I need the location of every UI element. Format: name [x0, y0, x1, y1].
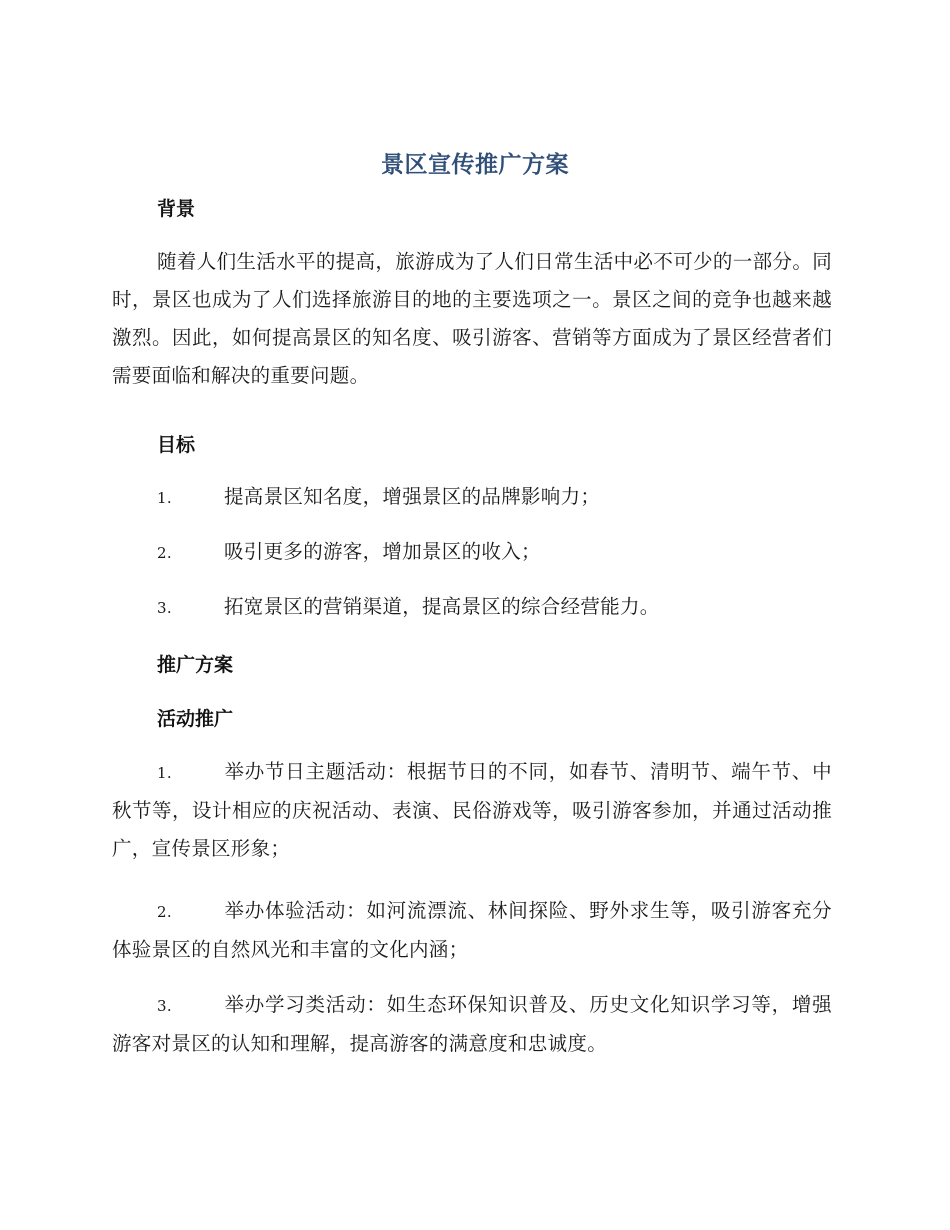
goal-list-item — [112, 533, 832, 572]
list-text: 举办学习类活动：如生态环保知识普及、历史文化知识学习等，增强游客对景区的认知和理解，提高游客的满意度和忠诚度。 — [112, 993, 832, 1055]
list-number: 1. — [157, 489, 172, 507]
document-title: 景区宣传推广方案 — [381, 152, 569, 178]
section-heading-goals: 目标 — [157, 434, 196, 456]
plan-list-item — [112, 753, 832, 868]
section-heading-plan: 推广方案 — [157, 654, 234, 676]
list-number: 2. — [157, 544, 172, 562]
section-heading-background: 背景 — [157, 198, 196, 220]
list-text: 举办节日主题活动：根据节日的不同，如春节、清明节、端午节、中秋节等，设计相应的庆祝活动、表演、民俗游戏等，吸引游客参加，并通过活动推广，宣传景区形象； — [112, 760, 832, 860]
list-number: 2. — [157, 903, 172, 921]
list-text: 举办体验活动：如河流漂流、林间探险、野外求生等，吸引游客充分体验景区的自然风光和丰富的文化内涵； — [112, 899, 832, 961]
list-number: 1. — [157, 764, 172, 782]
plan-list-item — [112, 892, 832, 969]
list-text: 拓宽景区的营销渠道，提高景区的综合经营能力。 — [224, 595, 660, 618]
goal-list-item — [112, 478, 832, 517]
list-text: 提高景区知名度，增强景区的品牌影响力； — [224, 485, 601, 508]
background-paragraph: 随着人们生活水平的提高，旅游成为了人们日常生活中必不可少的一部分。同时，景区也成为了人们选择旅游目的地的主要选项之一。景区之间的竞争也越来越激烈。因此，如何提高景区的知名度、吸引游客、营销等方面成为了景区经营者们需要面临和解决的重要问题。 — [112, 250, 832, 387]
list-number: 3. — [157, 997, 172, 1015]
plan-list-item — [112, 986, 832, 1063]
list-number: 3. — [157, 599, 172, 617]
list-text: 吸引更多的游客，增加景区的收入； — [224, 540, 541, 563]
goal-list-item — [112, 588, 832, 627]
subsection-heading-activity: 活动推广 — [157, 708, 234, 730]
